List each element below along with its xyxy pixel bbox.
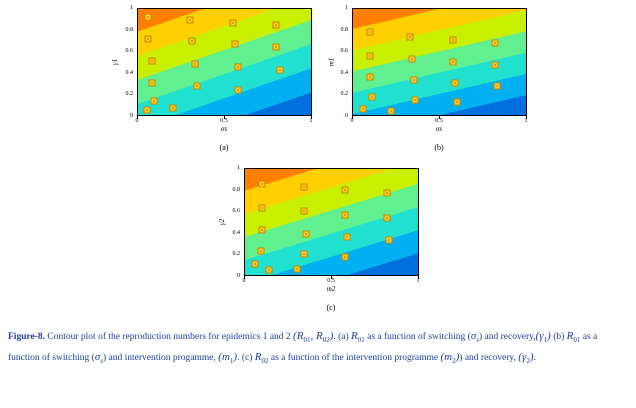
- contour-label-marker: [367, 73, 374, 80]
- contour-bands: [244, 168, 419, 276]
- figure-label: Figure-8.: [8, 332, 46, 342]
- contour-label-marker: [235, 86, 242, 93]
- contour-label-marker: [360, 105, 367, 112]
- contour-label-marker: [388, 107, 395, 114]
- panel-a-xtick-1: 0.5: [220, 118, 228, 124]
- panel-c-ytick-0: 0: [237, 273, 240, 279]
- contour-label-marker: [493, 83, 500, 90]
- panel-b-ytick-0: 0: [345, 113, 348, 119]
- panel-c-ytick-1: 0.2: [232, 251, 240, 258]
- contour-label-marker: [407, 33, 414, 40]
- contour-label-marker: [412, 97, 419, 104]
- panel-a-axes: [137, 8, 312, 116]
- panel-c-caption: (c): [326, 303, 336, 312]
- contour-label-marker: [408, 55, 415, 62]
- contour-label-marker: [193, 83, 200, 90]
- panel-b-xtick-2: 1: [524, 118, 528, 124]
- contour-label-marker: [148, 57, 155, 64]
- contour-label-marker: [300, 250, 307, 257]
- caption-math-r01-b: $R_{01}$: [566, 330, 581, 345]
- contour-label-marker: [300, 208, 307, 215]
- contour-label-marker: [453, 99, 460, 106]
- caption-text-5: (b): [550, 332, 567, 342]
- panel-c-ytick-3: 0.6: [232, 208, 240, 215]
- panel-c-xtick-0: 0: [242, 278, 246, 284]
- contour-bands: [352, 8, 527, 116]
- caption-math-m2: $(m_2)$: [440, 351, 460, 366]
- contour-label-marker: [302, 230, 309, 237]
- panel-a-ytick-3: 0.6: [125, 48, 133, 55]
- caption-text-10: ) and recovery,: [459, 353, 519, 364]
- caption-text-7: ) and intervention progamme,: [102, 353, 219, 364]
- caption-math-sigma-s-a: $\sigma_s$: [470, 330, 479, 345]
- contour-label-marker: [150, 98, 157, 105]
- caption-math-r01-r02: ($R_{01}$, $R_{02}$): [293, 330, 334, 345]
- contour-label-marker: [293, 265, 300, 272]
- contour-label-marker: [266, 266, 273, 273]
- contour-label-marker: [148, 80, 155, 87]
- contour-label-marker: [300, 184, 307, 191]
- contour-label-marker: [273, 44, 280, 51]
- caption-math-gamma2: $(\gamma_2)$: [518, 351, 534, 366]
- panel-b-xlabel: σs: [435, 125, 443, 133]
- panel-a-ytick-2: 0.4: [125, 69, 133, 76]
- caption-text-3: as a function of switching (: [364, 332, 471, 342]
- contour-label-marker: [230, 19, 237, 26]
- panel-b-ytick-2: 0.4: [340, 69, 348, 76]
- figure-caption: [8, 326, 628, 369]
- contour-label-marker: [342, 211, 349, 218]
- contour-label-marker: [491, 39, 498, 46]
- contour-label-marker: [383, 190, 390, 197]
- panel-a: [111, 5, 313, 152]
- contour-label-marker: [257, 247, 264, 254]
- caption-math-m1: $(m_1)$: [218, 351, 238, 366]
- contour-label-marker: [273, 21, 280, 28]
- caption-text-11: .: [533, 353, 536, 364]
- contour-label-marker: [344, 233, 351, 240]
- caption-text-8: . (c): [237, 353, 255, 364]
- contour-label-marker: [186, 16, 193, 23]
- contour-label-marker: [252, 261, 259, 268]
- panel-c-ytick-5: 1: [237, 165, 240, 171]
- contour-label-marker: [235, 64, 242, 71]
- panel-c-xtick-1: 0.5: [327, 278, 335, 284]
- panel-c-xlabel: m2: [326, 285, 336, 293]
- caption-text-4: ) and recovery,: [479, 332, 536, 342]
- caption-math-r02: $R_{02}$: [254, 351, 269, 366]
- contour-bands: [137, 8, 312, 116]
- contour-label-marker: [450, 36, 457, 43]
- contour-label-marker: [452, 80, 459, 87]
- contour-label-marker: [367, 29, 374, 36]
- panel-b-ytick-4: 0.8: [340, 26, 348, 33]
- contour-label-marker: [276, 67, 283, 74]
- contour-label-marker: [259, 180, 266, 187]
- panel-b-xtick-0: 0: [350, 118, 354, 124]
- panel-b-ytick-3: 0.6: [340, 48, 348, 55]
- caption-math-sigma-s-b: $\sigma_s$: [94, 351, 103, 366]
- contour-label-marker: [385, 237, 392, 244]
- panel-c-xtick-2: 1: [416, 278, 420, 284]
- contour-label-marker: [342, 187, 349, 194]
- panel-b-caption: (b): [434, 143, 444, 152]
- panel-b-ylabel: m1: [327, 57, 336, 67]
- contour-label-marker: [383, 214, 390, 221]
- contour-label-marker: [259, 227, 266, 234]
- contour-label-marker: [342, 253, 349, 260]
- contour-label-marker: [410, 77, 417, 84]
- contour-label-marker: [143, 106, 150, 113]
- panel-a-ytick-1: 0.2: [125, 91, 133, 98]
- panel-a-ylabel: γ1: [111, 58, 120, 66]
- contour-label-marker: [450, 59, 457, 66]
- panel-a-xlabel: σs: [220, 125, 228, 133]
- panel-c-axes: [244, 168, 419, 276]
- contour-label-marker: [145, 35, 152, 42]
- panel-b-ytick-1: 0.2: [340, 91, 348, 98]
- caption-math-r01-a: $R_{01}$: [351, 330, 365, 345]
- panel-c: [218, 165, 420, 312]
- panel-a-ytick-0: 0: [130, 113, 133, 119]
- panel-b-xtick-1: 0.5: [435, 118, 443, 124]
- contour-label-marker: [169, 104, 176, 111]
- contour-label-marker: [369, 93, 376, 100]
- panel-c-ylabel: γ2: [218, 218, 227, 226]
- panel-a-xtick-0: 0: [135, 118, 139, 124]
- panel-c-ytick-4: 0.8: [232, 186, 240, 193]
- panel-c-ytick-2: 0.4: [232, 229, 240, 236]
- caption-text-2: . (a): [333, 332, 352, 342]
- panel-b-ytick-5: 1: [345, 5, 348, 11]
- panel-a-plot: [111, 5, 313, 133]
- panel-b-plot: [327, 5, 528, 133]
- caption-text-9: as a function of the intervention programme: [268, 353, 441, 364]
- panel-b: [327, 5, 528, 152]
- panel-b-axes: [352, 8, 527, 116]
- contour-label-marker: [491, 62, 498, 69]
- panel-a-caption: (a): [219, 143, 229, 152]
- contour-label-marker: [188, 37, 195, 44]
- panel-c-plot: [218, 165, 420, 293]
- contour-label-marker: [367, 52, 374, 59]
- caption-math-gamma1: $(\gamma_1)$: [535, 330, 551, 345]
- contour-label-marker: [192, 61, 199, 68]
- caption-text-6: as a function of switching (: [8, 332, 598, 364]
- caption-text-1: Contour plot of the reproduction numbers for epidemics 1 and 2: [47, 332, 294, 342]
- contour-label-marker: [259, 205, 266, 212]
- panel-a-ytick-5: 1: [130, 5, 133, 11]
- contour-label-marker: [231, 40, 238, 47]
- panel-a-xtick-2: 1: [309, 118, 313, 124]
- contour-label-marker: [145, 14, 152, 21]
- panel-a-ytick-4: 0.8: [125, 26, 133, 33]
